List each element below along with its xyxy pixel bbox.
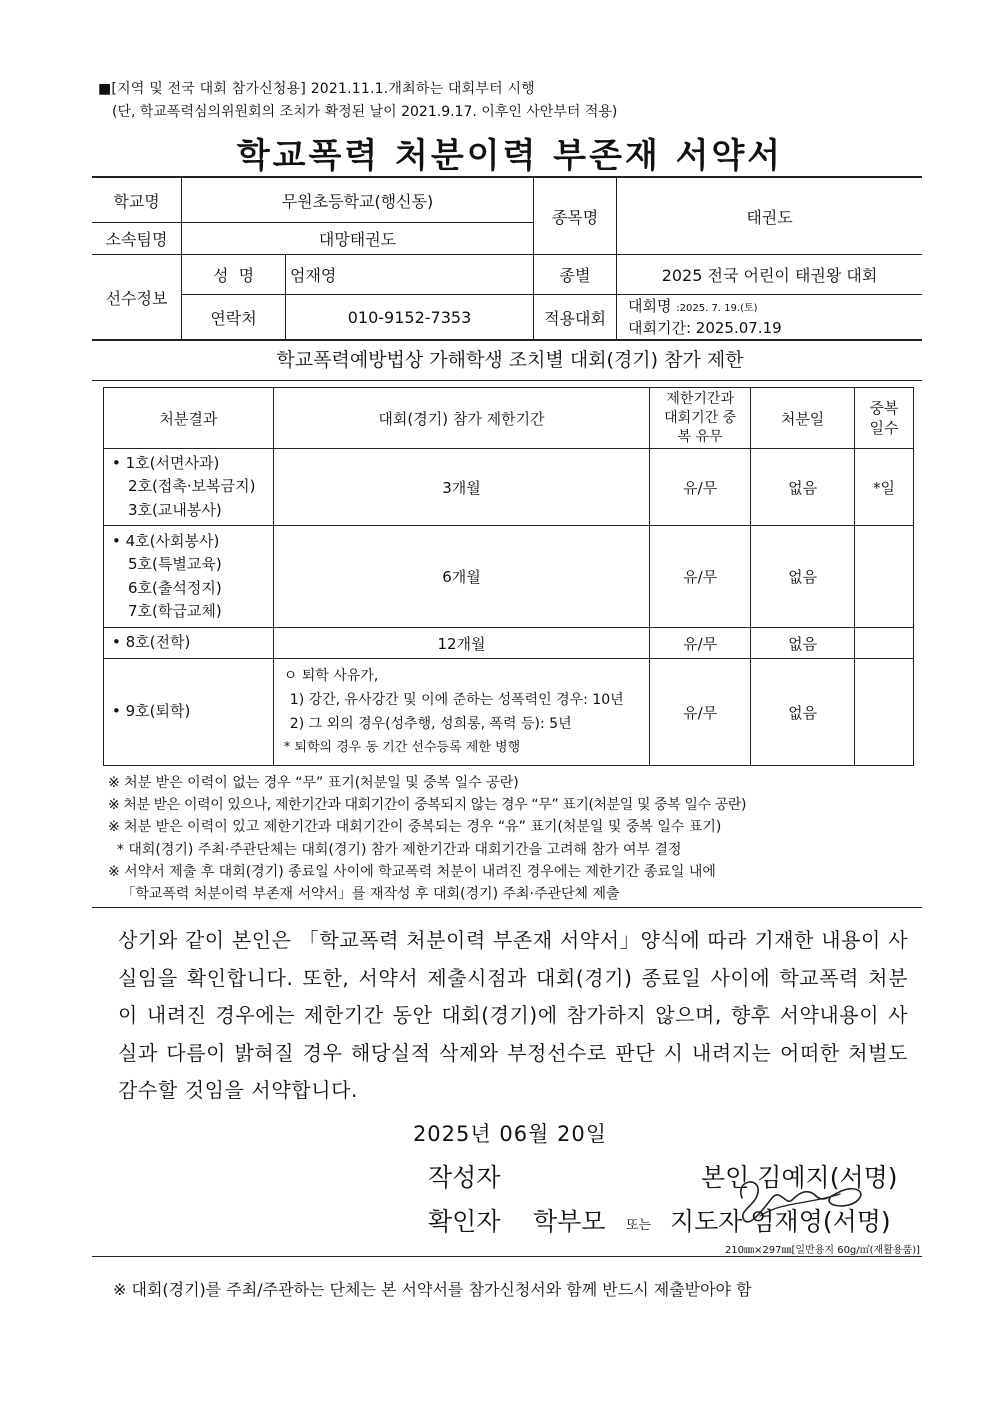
kind-label: 종별 (559, 266, 591, 285)
note-line: ※ 처분 받은 이력이 있고 제한기간과 대회기간이 중복되는 경우 “유” 표기(처분일 및 중복 일수 표기) (108, 819, 722, 836)
header-period: 대회(경기) 참가 제한기간 (273, 388, 649, 449)
row4-overlap: 유/무 (650, 659, 751, 766)
contact-label: 연락처 (210, 308, 257, 328)
name-label: 성 명 (212, 266, 255, 285)
row1-items: • 1호(서면사과) 2호(접촉·보복금지) 3호(교내봉사) (104, 449, 274, 526)
row4-days (855, 659, 914, 766)
row2-days (855, 526, 914, 628)
name-value: 엄재영 (290, 266, 337, 285)
contest-name-label: 대회명 (628, 297, 672, 315)
table-row (104, 526, 914, 628)
notes (108, 772, 746, 905)
note-line: * 대회(경기) 주최·주관단체는 대회(경기) 참가 제한기간과 대회기간을 고려해 참가 여부 결정 (108, 841, 682, 858)
row4-items: • 9호(퇴학) (104, 659, 274, 766)
header-date: 처분일 (751, 388, 855, 449)
row3-period: 12개월 (273, 628, 649, 659)
applied-contest-label: 적용대회 (544, 308, 606, 328)
row1-date: 없음 (751, 449, 855, 526)
note-line: ※ 처분 받은 이력이 있으나, 제한기간과 대회기간이 중복되지 않는 경우 “무” 표기(처분일 및 중복 일수 공란) (108, 797, 747, 814)
note-line: ※ 처분 받은 이력이 없는 경우 “무” 표기(처분일 및 중복 일수 공란) (108, 775, 519, 791)
header-result: 처분결과 (104, 388, 274, 449)
parent-label: 학부모 (533, 1207, 606, 1236)
document-title: 학교폭력 처분이력 부존재 서약서 (236, 136, 784, 176)
writer-signature: 본인 김예지(서명) (701, 1163, 898, 1192)
row1-days: *일 (855, 449, 914, 526)
kind-value: 2025 전국 어린이 태권왕 대회 (661, 266, 878, 285)
header-days: 중복 일수 (855, 388, 914, 449)
restriction-table (103, 387, 914, 766)
table-row (104, 449, 914, 526)
contest-name (628, 295, 758, 316)
row3-items: • 8호(전학) (104, 628, 274, 659)
pledge-paragraph: 상기와 같이 본인은 「학교폭력 처분이력 부존재 서약서」양식에 따라 기재한 내용이 사실임을 확인합니다. 또한, 서약서 제출시점과 대회(경기) 종료일 사이에 학교폭력 처분이 내려진 경우에는 제한기간 동안 대회(경기)에 참가하지 않으며, 향후 서약내용이 사실과 다름이 밝혀질 경우 해당실적 삭제와 부정선수로 판단 시 내려지는 어떠한 처벌도 감수할 것임을 서약합니다. (118, 928, 908, 1102)
final-note: ※ 대회(경기)를 주최/주관하는 단체는 본 서약서를 참가신청서와 함께 반드시 제출받아야 함 (113, 1280, 752, 1299)
coach-signature: 지도자 엄재영(서명) (670, 1207, 891, 1236)
confirm-label: 확인자 (428, 1207, 501, 1236)
contest-period: 대회기간: 2025.07.19 (628, 319, 782, 337)
note-line: ※ 서약서 제출 후 대회(경기) 종료일 사이에 학교폭력 처분이 내려진 경우에는 제한기간 종료일 내에 (108, 863, 716, 880)
handwritten-signature (720, 1158, 880, 1238)
table-row (104, 628, 914, 659)
school-label: 학교명 (113, 191, 160, 211)
pledge-date: 2025년 06월 20일 (412, 1122, 608, 1146)
paper-spec: 210㎜×297㎜[일반용지 60g/㎡(재활용품)] (724, 1245, 920, 1256)
or-label: 또는 (626, 1218, 652, 1233)
row3-overlap: 유/무 (650, 628, 751, 659)
row2-overlap: 유/무 (650, 526, 751, 628)
row1-period: 3개월 (273, 449, 649, 526)
row2-period: 6개월 (273, 526, 649, 628)
table-row (104, 659, 914, 766)
event-value: 태권도 (746, 207, 793, 227)
notice-line-1: ■[지역 및 전국 대회 참가신청용] 2021.11.1.개최하는 대회부터 시행 (98, 81, 535, 97)
contest-name-value: :2025. 7. 19.(토) (676, 303, 758, 314)
team-value: 대망태권도 (318, 230, 397, 249)
restriction-subtitle: 학교폭력예방법상 가해학생 조치별 대회(경기) 참가 제한 (276, 349, 744, 371)
writer-label: 작성자 (428, 1163, 501, 1192)
row4-period: ㅇ 퇴학 사유가, 1) 강간, 유사강간 및 이에 준하는 성폭력인 경우: 10년 2) 그 외의 경우(성추행, 성희롱, 폭력 등): 5년 * 퇴학의 경우 동 기간 선수등록 제한 병행 (273, 659, 649, 766)
event-label: 종목명 (551, 207, 599, 227)
header-overlap: 제한기간과 대회기간 중복 유무 (650, 388, 751, 449)
contact-value: 010-9152-7353 (347, 307, 472, 327)
row3-days (855, 628, 914, 659)
team-label: 소속팀명 (105, 230, 168, 249)
notice-line-2: (단, 학교폭력심의위원회의 조치가 확정된 날이 2021.9.17. 이후인 사안부터 적용) (112, 104, 618, 120)
row2-items: • 4호(사회봉사) 5호(특별교육) 6호(출석정지) 7호(학급교체) (104, 526, 274, 628)
table-header-row (104, 388, 914, 449)
note-line: 「학교폭력 처분이력 부존재 서약서」를 재작성 후 대회(경기) 주최·주관단체 제출 (108, 886, 620, 903)
school-value: 무원초등학교(행신동) (281, 191, 434, 211)
row3-date: 없음 (751, 628, 855, 659)
row4-date: 없음 (751, 659, 855, 766)
row2-date: 없음 (751, 526, 855, 628)
row1-overlap: 유/무 (650, 449, 751, 526)
player-info-label: 선수정보 (105, 288, 168, 308)
